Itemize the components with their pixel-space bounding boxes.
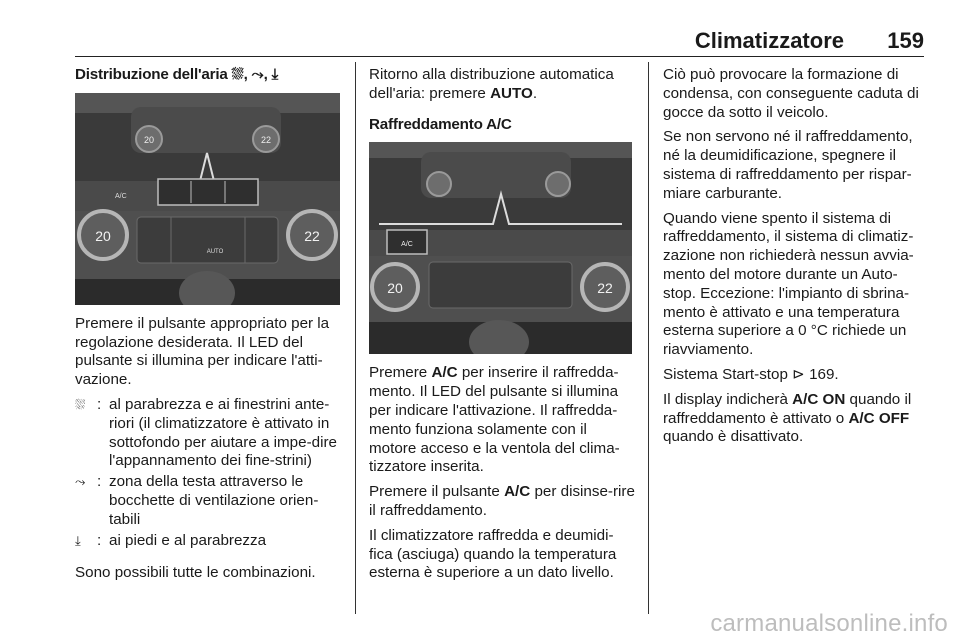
list-item-desc: al parabrezza e ai finestrini ante-riori (il climatizzatore è attivato in sottofondo per aiutare a impe-dire l'appannamento dei fine-strini) (109, 395, 337, 470)
column-1 (75, 66, 341, 589)
paragraph: Sono possibili tutte le combinazioni. (75, 564, 316, 582)
knob-right-label: 22 (304, 227, 320, 244)
paragraph: Premere A/C per inserire il raffredda-mento. Il LED del pulsante si illumina per indicare l'attivazione. Il raffredda-mento funziona solamente con il motore acceso e la ventola del clima-tizzatore inserita. (369, 364, 620, 476)
column-divider (355, 62, 356, 614)
page-number: 159 (887, 28, 924, 53)
header-rule (75, 56, 924, 57)
paragraph: Quando viene spento il sistema di raffreddamento, il sistema di climatiz-zazione non richiederà nessun avvia-mento del motore durante un Auto-stop. Eccezione: l'impianto di sbrina-mento è attivato e una temperatura esterna superiore a 0 °C richiede un riavviamento. (663, 209, 914, 359)
list-item-desc: zona della testa attraverso le bocchette di ventilazione orien-tabili (109, 473, 319, 528)
list-item: ⤳ : zona della testa attraverso le bocchette di ventilazione orien-tabili (75, 473, 341, 529)
feet-vent-icon: ⤓ (75, 532, 81, 548)
small-knob-left-label: 20 (143, 134, 155, 145)
photo-btn-ac: A/C (401, 241, 413, 249)
paragraph: Ritorno alla distribuzione automatica dell'aria: premere AUTO. (369, 66, 614, 102)
column-divider (648, 62, 649, 614)
knob-left-label: 20 (387, 280, 403, 297)
list-item-desc: ai piedi e al parabrezza (109, 531, 267, 549)
column-2 (369, 66, 635, 589)
section-heading-air-distribution: Distribuzione dell'aria ⛆, ⤳, ⤓ (75, 66, 279, 83)
small-knob-right-label: 22 (260, 134, 272, 145)
knob-left-label: 20 (95, 227, 111, 244)
paragraph: Premere il pulsante A/C per disinse-rire il raffreddamento. (369, 483, 635, 519)
column-3 (663, 66, 928, 453)
photo-btn-ac: A/C (115, 192, 127, 200)
paragraph: Se non servono né il raffreddamento, né la deumidificazione, spegnere il sistema di raffreddamento per rispar-miare carburante. (663, 128, 913, 202)
cross-reference-arrow-icon: ⊳ (792, 365, 805, 383)
knob-right-label: 22 (597, 280, 613, 297)
definition-list (75, 396, 341, 550)
climate-panel-photo-ac (369, 142, 632, 354)
paragraph: Il display indicherà A/C ON quando il raffreddamento è attivato o A/C OFF quando è disattivato. (663, 390, 912, 446)
head-vent-icon: ⤳ (75, 474, 86, 490)
header-title: Climatizzatore (694, 28, 844, 53)
paragraph: Ciò può provocare la formazione di condensa, con conseguente caduta di gocce da sotto il veicolo. (663, 66, 919, 121)
paragraph: Sistema Start-stop ⊳ 169. (663, 365, 839, 383)
paragraph: Premere il pulsante appropriato per la regolazione desiderata. Il LED del pulsante si illumina per indicare l'atti-vazione. (75, 314, 330, 389)
list-item: ⛆ : al parabrezza e ai finestrini ante-riori (il climatizzatore è attivato in sottofondo per aiutare a impe-dire l'appannamento dei fine-strini) (75, 396, 341, 471)
climate-panel-photo-distribution (75, 93, 340, 305)
list-item: ⤓ : ai piedi e al parabrezza (75, 532, 341, 551)
section-heading-ac: Raffreddamento A/C (369, 115, 512, 133)
watermark: carmanualsonline.info (710, 610, 948, 637)
windscreen-defrost-icon: ⛆ (75, 396, 86, 412)
paragraph: Il climatizzatore raffredda e deumidi-fica (asciuga) quando la temperatura esterna è superiore a un dato livello. (369, 526, 617, 582)
air-distribution-icons: ⛆, ⤳, ⤓ (231, 66, 279, 83)
photo-btn-auto: AUTO (206, 248, 224, 255)
